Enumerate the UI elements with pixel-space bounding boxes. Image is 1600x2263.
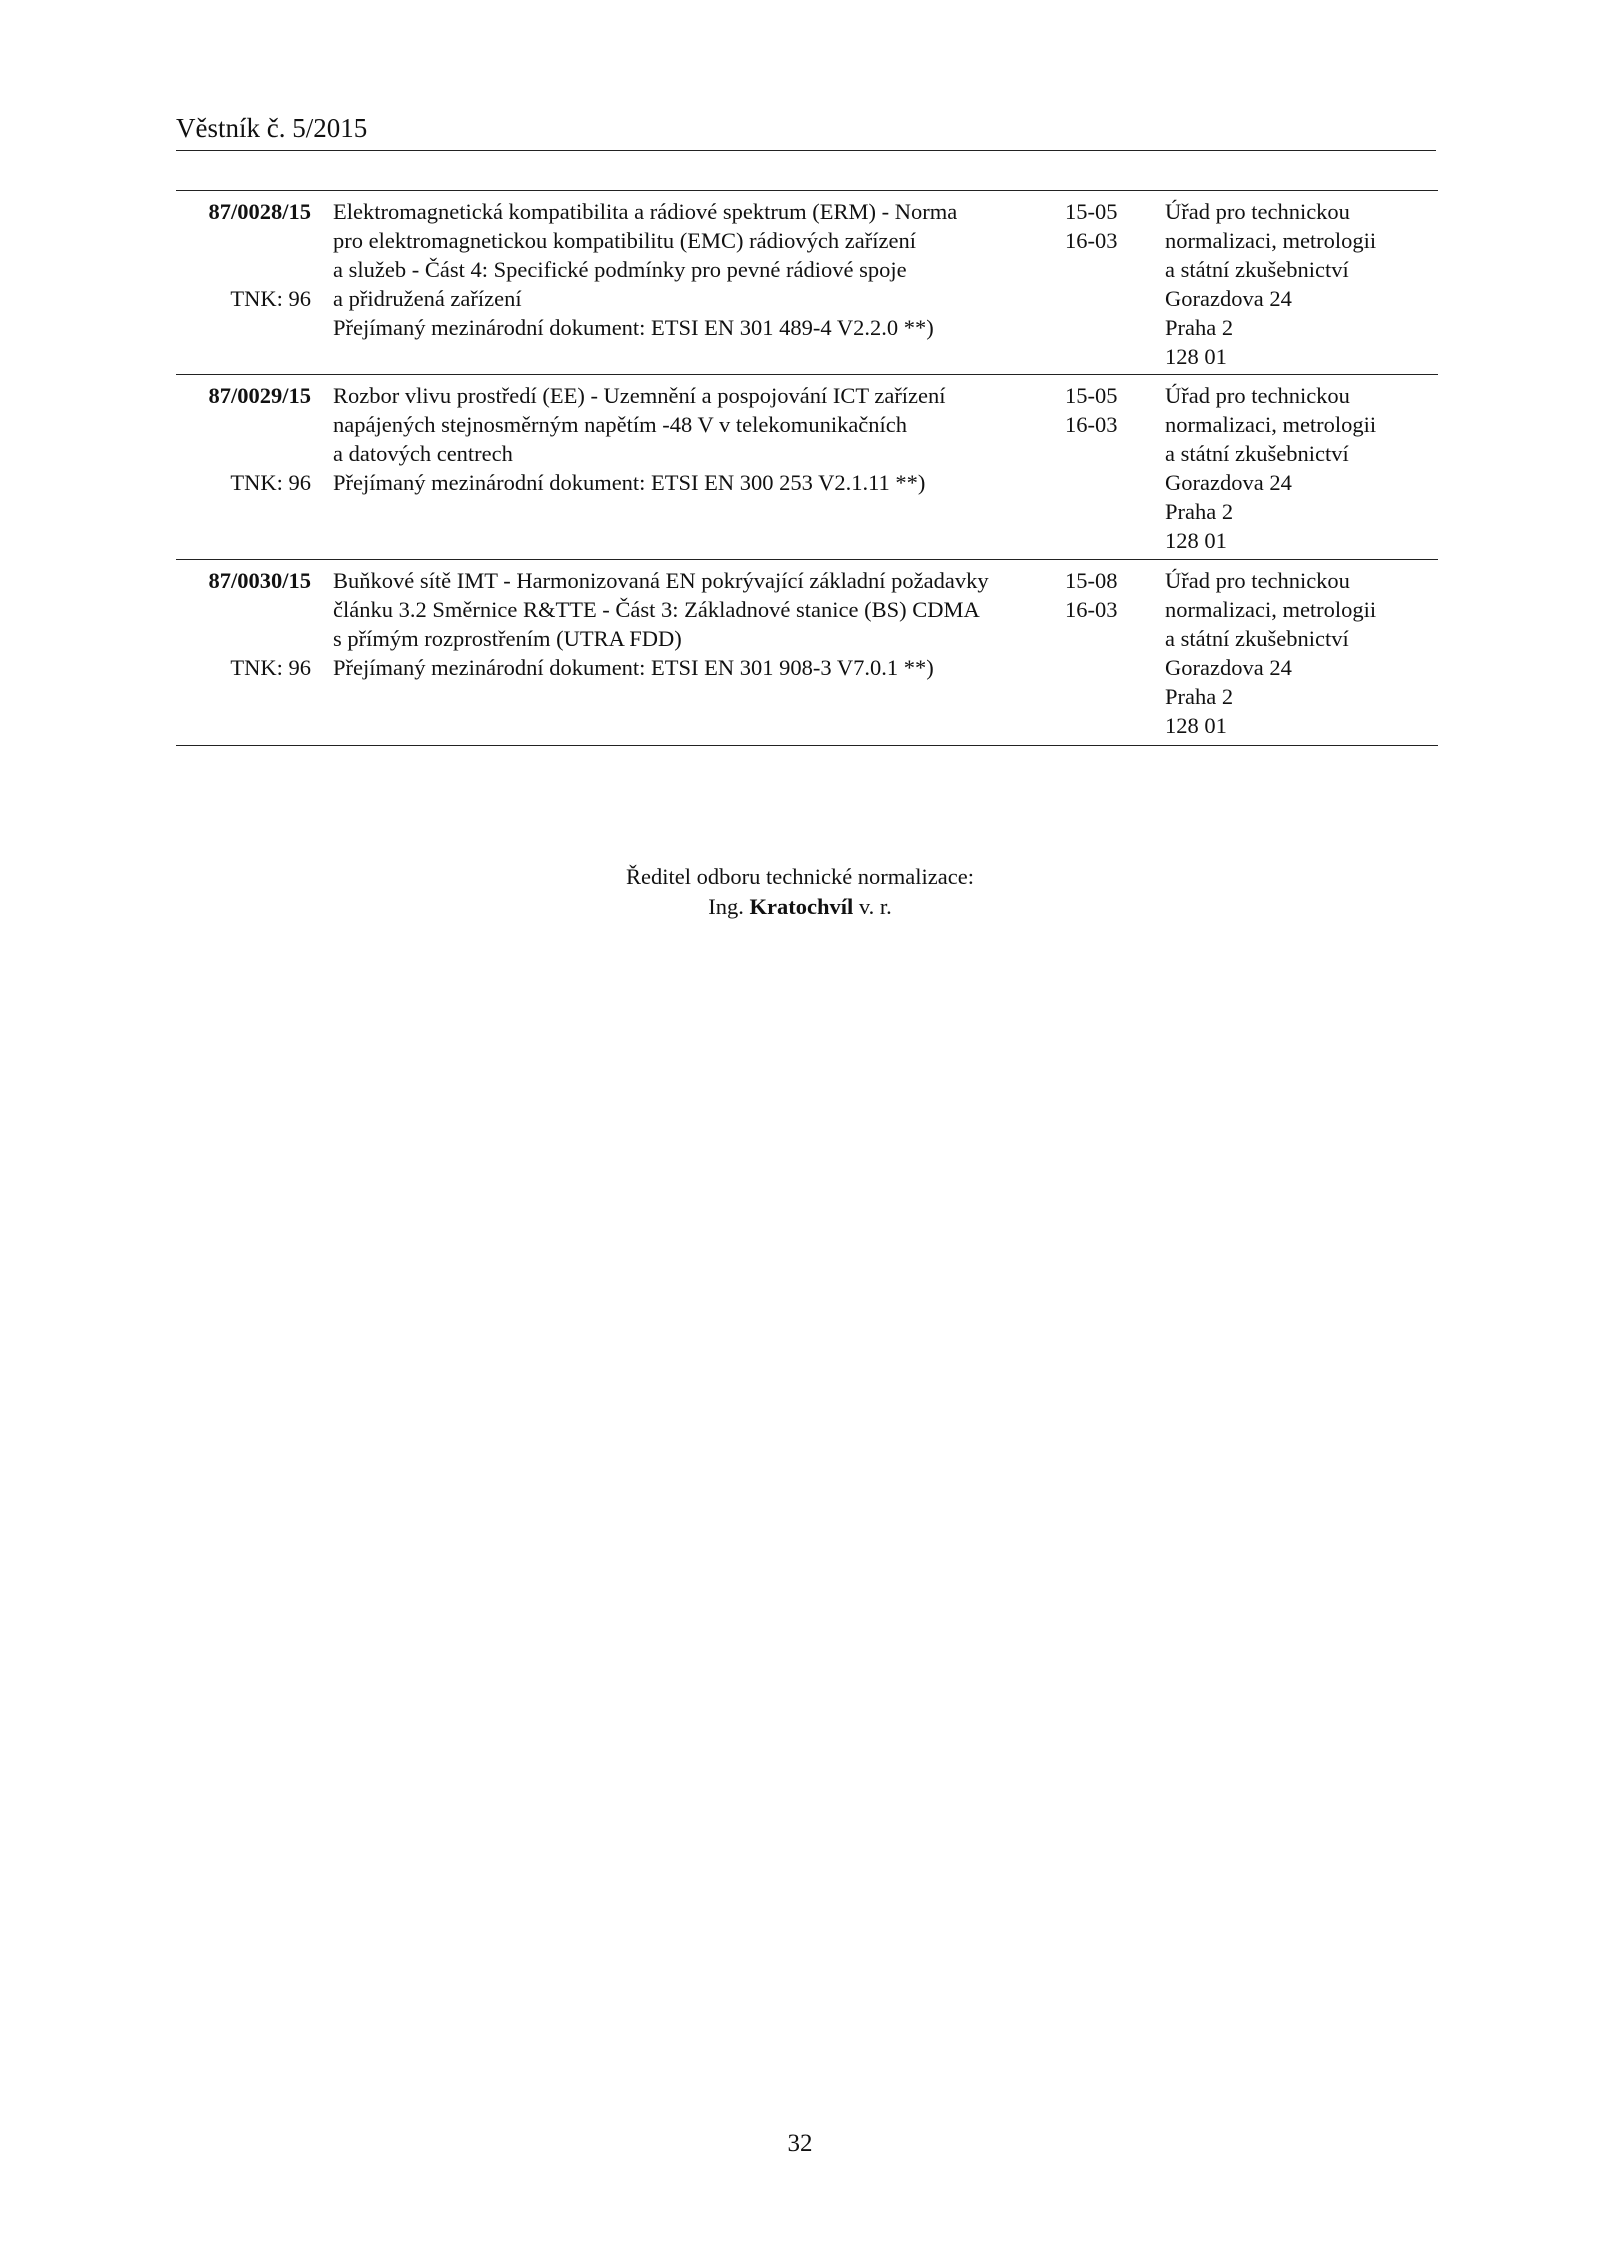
date-start: 15-05 (1065, 383, 1118, 408)
address-line: Úřad pro technickou (1165, 383, 1350, 408)
date-end: 16-03 (1065, 597, 1118, 622)
signature-suffix: v. r. (858, 894, 892, 919)
address-line: a státní zkušebnictví (1165, 441, 1349, 466)
address-line: Gorazdova 24 (1165, 470, 1292, 495)
description-line: Rozbor vlivu prostředí (EE) - Uzemnění a pospojování ICT zařízení (333, 383, 946, 408)
address-line: 128 01 (1165, 528, 1227, 553)
address-line: Gorazdova 24 (1165, 286, 1292, 311)
address-line: Úřad pro technickou (1165, 199, 1350, 224)
address-line: Praha 2 (1165, 684, 1234, 709)
address-line: normalizaci, metrologii (1165, 597, 1377, 622)
description-line: článku 3.2 Směrnice R&TTE - Část 3: Základnové stanice (BS) CDMA (333, 597, 980, 622)
address-line: Gorazdova 24 (1165, 655, 1292, 680)
address-line: 128 01 (1165, 713, 1227, 738)
date-start: 15-05 (1065, 199, 1118, 224)
description-line: Buňkové sítě IMT - Harmonizovaná EN pokrývající základní požadavky (333, 568, 989, 593)
journal-header (176, 112, 1436, 151)
entry-tnk: TNK: 96 (230, 286, 311, 311)
entry-dates (1065, 566, 1155, 624)
date-end: 16-03 (1065, 228, 1118, 253)
address-line: normalizaci, metrologii (1165, 412, 1377, 437)
table-row (176, 375, 1438, 560)
description-line: a datových centrech (333, 441, 513, 466)
description-line: Elektromagnetická kompatibilita a rádiové spektrum (ERM) - Norma (333, 199, 958, 224)
address-line: Úřad pro technickou (1165, 568, 1350, 593)
journal-title: Věstník č. 5/2015 (176, 113, 368, 143)
description-line: Přejímaný mezinárodní dokument: ETSI EN 300 253 V2.1.11 **) (333, 470, 926, 495)
entry-number: 87/0029/15 (208, 383, 311, 408)
signature-role: Ředitel odboru technické normalizace: (626, 864, 974, 889)
entry-address (1165, 197, 1435, 371)
standards-table (176, 190, 1438, 746)
table-row (176, 191, 1438, 375)
entry-number: 87/0030/15 (208, 568, 311, 593)
description-line: napájených stejnosměrným napětím -48 V v telekomunikačních (333, 412, 908, 437)
entry-number: 87/0028/15 (208, 199, 311, 224)
address-line: normalizaci, metrologii (1165, 228, 1377, 253)
table-row (176, 560, 1438, 746)
entry-dates (1065, 197, 1155, 255)
description-line: a služeb - Část 4: Specifické podmínky pro pevné rádiové spoje (333, 257, 907, 282)
description-line: s přímým rozprostřením (UTRA FDD) (333, 626, 682, 651)
signature-prefix: Ing. (708, 894, 744, 919)
address-line: Praha 2 (1165, 315, 1234, 340)
entry-tnk: TNK: 96 (230, 470, 311, 495)
description-line: pro elektromagnetickou kompatibilitu (EMC) rádiových zařízení (333, 228, 916, 253)
address-line: Praha 2 (1165, 499, 1234, 524)
entry-id-cell (176, 566, 311, 682)
signature-block (0, 862, 1600, 922)
description-line: Přejímaný mezinárodní dokument: ETSI EN 301 489-4 V2.2.0 **) (333, 315, 934, 340)
date-start: 15-08 (1065, 568, 1118, 593)
description-line: a přidružená zařízení (333, 286, 522, 311)
entry-dates (1065, 381, 1155, 439)
entry-id-cell (176, 381, 311, 497)
address-line: a státní zkušebnictví (1165, 626, 1349, 651)
entry-address (1165, 381, 1435, 555)
address-line: a státní zkušebnictví (1165, 257, 1349, 282)
description-line: Přejímaný mezinárodní dokument: ETSI EN 301 908-3 V7.0.1 **) (333, 655, 934, 680)
entry-address (1165, 566, 1435, 740)
page-number: 32 (787, 2130, 813, 2157)
date-end: 16-03 (1065, 412, 1118, 437)
entry-id-cell (176, 197, 311, 313)
signature-line (0, 892, 1600, 922)
address-line: 128 01 (1165, 344, 1227, 369)
entry-tnk: TNK: 96 (230, 655, 311, 680)
signature-name: Kratochvíl (749, 894, 854, 919)
